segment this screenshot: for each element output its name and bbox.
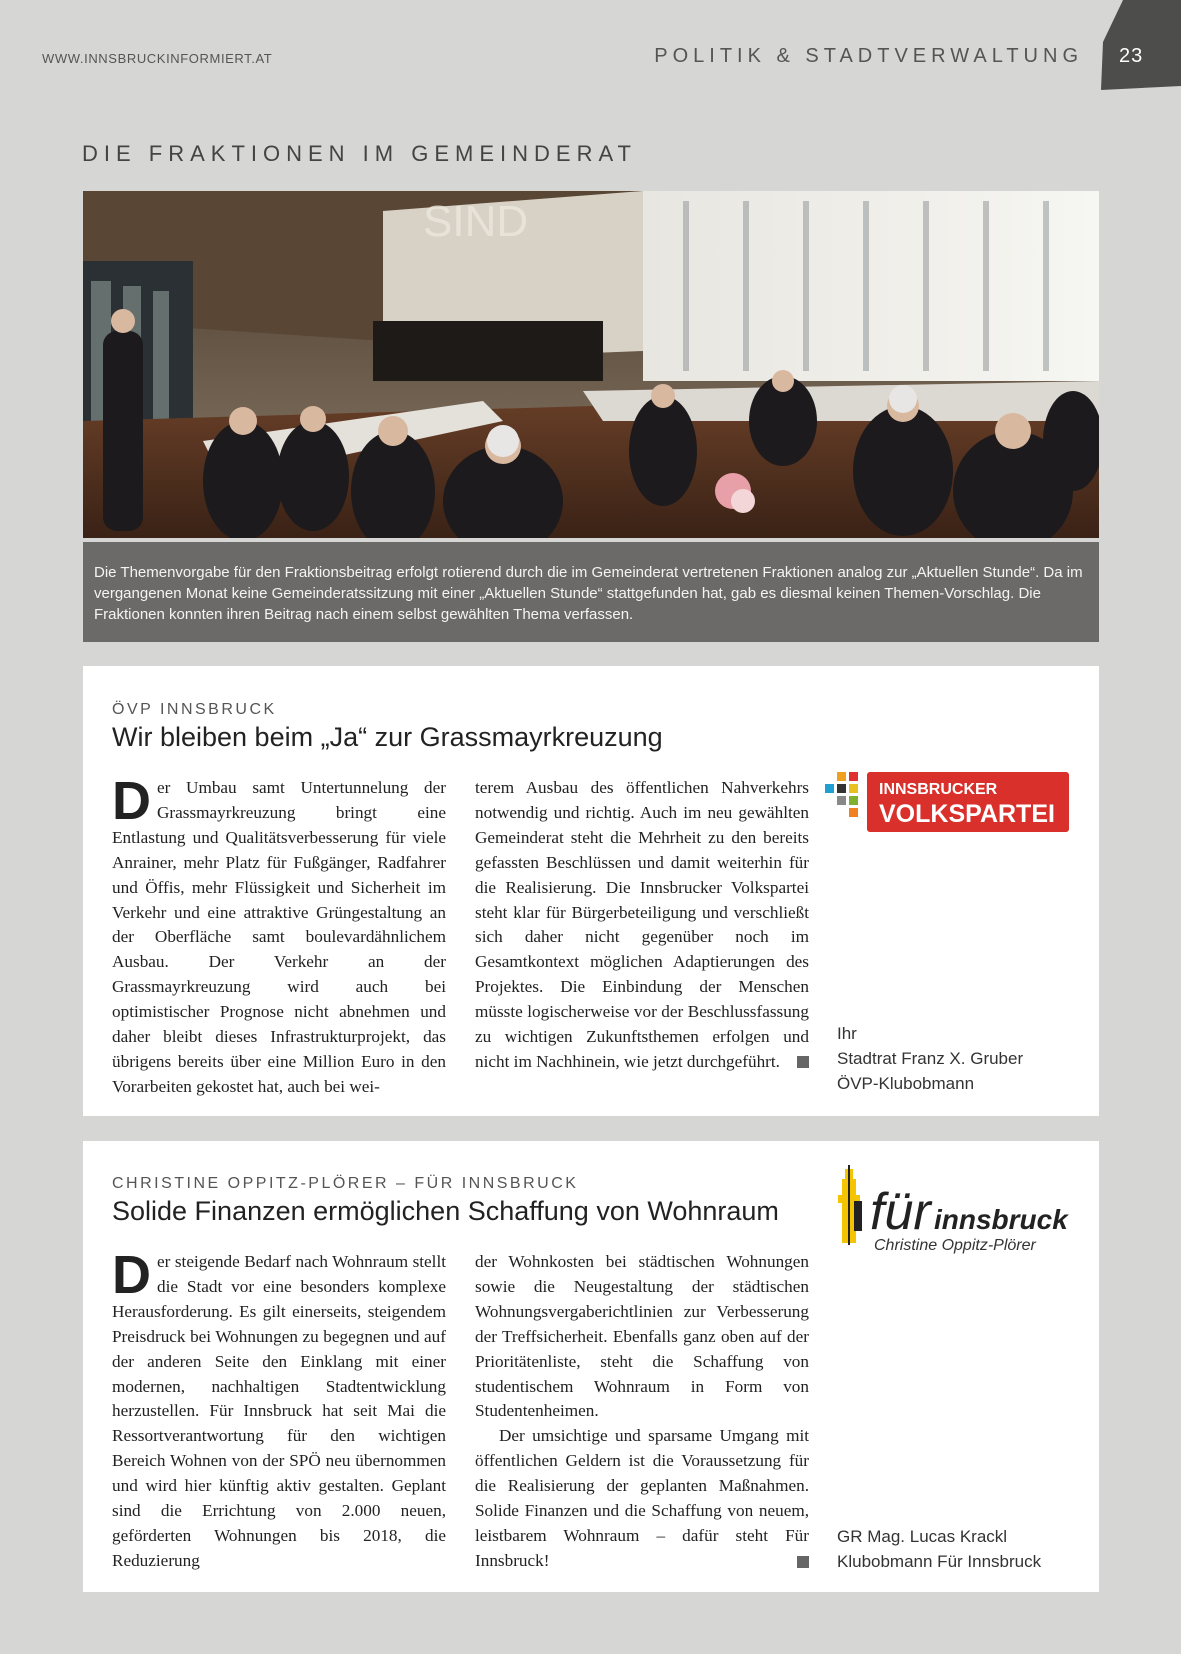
page-number-tab <box>1101 0 1181 90</box>
logo-text-fuer: für <box>870 1183 931 1241</box>
signature-line: Ihr <box>837 1024 857 1043</box>
article-text: terem Ausbau des öffentlichen Nahverkehrs notwendig und richtig. Auch im neu gewählten Gemeinderat steht die Mehrheit zu den bereits gefassten Beschlüssen und damit weiterhin für die Realisierung. Die Innsbrucker Volkspartei steht klar für Bürgerbeteiligung und verschließt sich daher nicht gegenüber noch im Gesamtkontext möglichen Adaptierungen des Projektes. Die Einbindung der Menschen müsste logischerweise vor der Beschlussfassung zu wichtigen Zukunftsthemen erfolgen und nicht im Nachhinein, wie jetzt durchgeführt. <box>475 778 809 1071</box>
article-text: Der umsichtige und sparsame Umgang mit öffentlichen Geldern ist die Voraussetzung für die Realisierung der geplanten Maßnahmen. Solide Finanzen und die Schaffung von neuem, leistbarem Wohnraum – dafür steht Für Innsbruck! <box>475 1426 809 1570</box>
article-column-2 <box>475 1250 809 1574</box>
signature-line: ÖVP-Klubobmann <box>837 1074 975 1093</box>
article-text: er Umbau samt Untertunnelung der Grassmayrkreuzung bringt eine Entlastung und Qualitätsverbesserung für viele Anrainer, mehr Platz für Fußgänger, Radfahrer und Öffis, mehr Flüssigkeit und Sicherheit im Verkehr und eine attraktive Grüngestaltung an der Oberfläche samt boulevardähnlichem Ausbau. Der Verkehr an der Grassmayrkreuzung wird auch bei optimistischer Prognose nicht abnehmen und daher bleibt dieses Infrastrukturprojekt, das übrigens bereits über eine Million Euro in den Vorarbeiten gekostet hat, auch bei wei- <box>112 778 446 1096</box>
article-column-1 <box>112 771 446 1100</box>
drop-cap: D <box>112 1245 151 1305</box>
logo-text-volkspartei: VOLKSPARTEI <box>879 800 1055 828</box>
council-chamber-photo <box>83 191 1099 538</box>
article-kicker: CHRISTINE OPPITZ-PLÖRER – FÜR INNSBRUCK <box>112 1175 579 1192</box>
signature-line: Stadtrat Franz X. Gruber <box>837 1049 1024 1068</box>
article-signature <box>837 1524 1041 1574</box>
article-headline: Solide Finanzen ermöglichen Schaffung von Wohnraum <box>112 1196 779 1226</box>
article-headline: Wir bleiben beim „Ja“ zur Grassmayrkreuzung <box>112 722 663 752</box>
article-signature <box>837 1021 1023 1096</box>
signature-line: GR Mag. Lucas Krackl <box>837 1527 1008 1546</box>
end-mark-icon <box>797 1056 809 1068</box>
photo-caption: Die Themenvorgabe für den Fraktionsbeitrag erfolgt rotierend durch die im Gemeinderat vertretenen Fraktionen analog zur „Aktuellen Stunde“. Da im vergangenen Monat keine Gemeinderatssitzung mit einer „Aktuellen Stunde“ stattgefunden hat, gab es diesmal keinen Themen-Vorschlag. Die Fraktionen konnten ihren Beitrag nach einem selbst gewählten Thema verfassen. <box>83 542 1099 642</box>
fuer-innsbruck-logo <box>836 1165 1076 1257</box>
drop-cap: D <box>112 771 151 831</box>
section-heading: POLITIK & STADTVERWALTUNG <box>654 45 1083 67</box>
article-kicker: ÖVP INNSBRUCK <box>112 701 277 718</box>
site-url[interactable]: WWW.INNSBRUCKINFORMIERT.AT <box>42 51 273 66</box>
logo-text-name: Christine Oppitz-Plörer <box>874 1237 1036 1254</box>
oevp-logo <box>825 772 1069 834</box>
article-fuer-innsbruck <box>83 1141 1099 1592</box>
page-title: DIE FRAKTIONEN IM GEMEINDERAT <box>82 141 637 166</box>
article-column-1 <box>112 1245 446 1574</box>
article-text: er steigende Bedarf nach Wohnraum stellt die Stadt vor eine besonders komplexe Herausforderung. Es gilt einerseits, steigendem Preisdruck bei Wohnungen zu begegnen und auf der anderen Seite den Einklang mit einer modernen, nachhaltigen Stadtentwicklung herzustellen. Für Innsbruck hat seit Mai die Ressortverantwortung für den wichtigen Bereich Wohnen von der SPÖ neu übernommen und wird hier künftig aktiv gestalten. Geplant sind die Errichtung von 2.000 neuen, geförderten Wohnungen bis 2018, die Reduzierung <box>112 1252 446 1570</box>
article-column-2 <box>475 776 809 1075</box>
end-mark-icon <box>797 1556 809 1568</box>
signature-line: Klubobmann Für Innsbruck <box>837 1552 1042 1571</box>
photo-wall-text: SIND <box>423 197 529 246</box>
logo-text-innsbrucker: INNSBRUCKER <box>879 781 998 798</box>
article-text: der Wohnkosten bei städtischen Wohnungen sowie die Neugestaltung der städtischen Wohnungsvergaberichtlinien zur Verbesserung der Treffsicherheit. Ebenfalls ganz oben auf der Prioritätenliste, steht die Schaffung von studentischem Wohnraum in Form von Studentenheimen. <box>475 1252 809 1421</box>
logo-text-innsbruck: innsbruck <box>934 1204 1068 1235</box>
article-oevp <box>83 666 1099 1116</box>
page-number: 23 <box>1119 45 1144 67</box>
